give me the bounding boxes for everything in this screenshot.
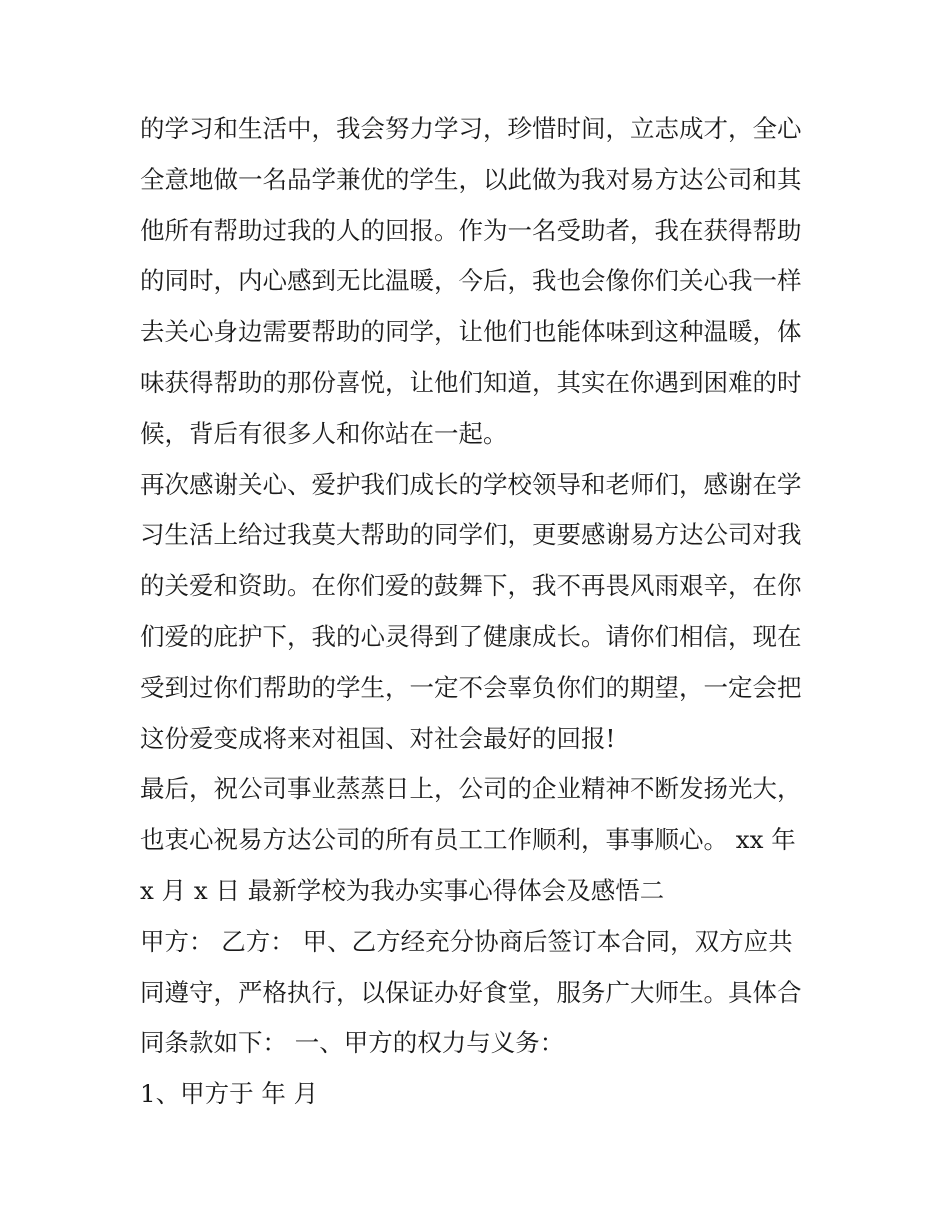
text-line: 也衷心祝易方达公司的所有员工工作顺利，事事顺心。 xx 年 bbox=[140, 825, 796, 855]
text-line: 同条款如下： 一、甲方的权力与义务： bbox=[140, 1028, 565, 1058]
text-line: 甲方： 乙方： 甲、乙方经充分协商后签订本合同，双方应共 bbox=[140, 926, 793, 956]
text-line: 的学习和生活中，我会努力学习，珍惜时间，立志成才，全心 bbox=[140, 114, 802, 143]
text-line: 味获得帮助的那份喜悦，让他们知道，其实在你遇到困难的时 bbox=[140, 367, 802, 397]
text-line: 的关爱和资助。在你们爱的鼓舞下，我不再畏风雨艰辛，在你 bbox=[140, 571, 802, 601]
text-line: 这份爱变成将来对祖国、对社会最好的回报! bbox=[140, 723, 616, 753]
text-line: x 月 x 日 最新学校为我办实事心得体会及感悟二 bbox=[140, 875, 665, 905]
text-line: 最后，祝公司事业蒸蒸日上，公司的企业精神不断发扬光大， bbox=[140, 774, 802, 804]
text-line: 再次感谢关心、爱护我们成长的学校领导和老师们，感谢在学 bbox=[140, 469, 802, 499]
text-line: 同遵守，严格执行，以保证办好食堂，服务广大师生。具体合 bbox=[140, 977, 802, 1007]
text-line: 他所有帮助过我的人的回报。作为一名受助者，我在获得帮助 bbox=[140, 215, 802, 245]
text-line: 全意地做一名品学兼优的学生，以此做为我对易方达公司和其 bbox=[140, 164, 802, 194]
text-line: 习生活上给过我莫大帮助的同学们，更要感谢易方达公司对我 bbox=[140, 520, 802, 550]
document-body bbox=[140, 104, 820, 1120]
text-line: 去关心身边需要帮助的同学，让他们也能体味到这种温暖，体 bbox=[140, 317, 802, 347]
text-line: 的同时，内心感到无比温暖，今后，我也会像你们关心我一样 bbox=[140, 266, 802, 296]
text-line: 候，背后有很多人和你站在一起。 bbox=[140, 418, 508, 448]
text-line: 受到过你们帮助的学生，一定不会辜负你们的期望，一定会把 bbox=[140, 672, 802, 702]
text-line: 们爱的庇护下，我的心灵得到了健康成长。请你们相信，现在 bbox=[140, 621, 802, 651]
text-line: 1、甲方于 年 月 bbox=[140, 1079, 319, 1109]
